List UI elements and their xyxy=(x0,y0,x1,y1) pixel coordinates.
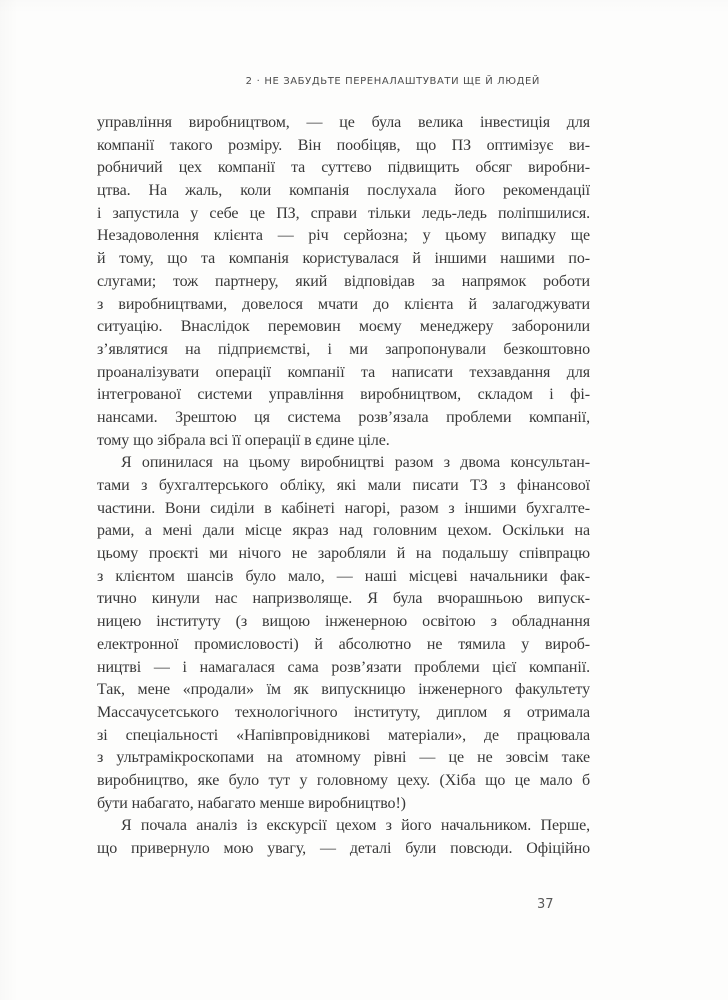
text-line: рами, а мені дали місце якраз над головним цехом. Оскільки на xyxy=(97,522,590,540)
chapter-title: НЕ ЗАБУДЬТЕ ПЕРЕНАЛАШТУВАТИ ЩЕ Й ЛЮДЕЙ xyxy=(264,76,540,87)
header-separator: · xyxy=(256,76,261,87)
text-line: з виробництвами, довелося мчати до клієнта й залагоджувати xyxy=(97,295,590,313)
text-line: інтегрованої системи управління виробництвом, складом і фі- xyxy=(97,386,590,404)
text-line: проаналізувати операції компанії та написати техзавдання для xyxy=(97,363,590,381)
text-line: частини. Вони сиділи в кабінеті нагорі, разом з іншими бухгалте- xyxy=(97,499,590,517)
text-line: Я почала аналіз із екскурсії цехом з його начальником. Перше, xyxy=(121,817,590,835)
text-line: Незадоволення клієнта — річ серйозна; у цьому випадку ще xyxy=(97,227,590,245)
text-line: компанії такого розміру. Він пообіцяв, що ПЗ оптимізує ви- xyxy=(97,136,590,154)
text-line: робничий цех компанії та суттєво підвищить обсяг виробни- xyxy=(97,159,590,177)
body-text xyxy=(97,112,590,861)
text-line: нансами. Зрештою ця система розв’язала проблеми компанії, xyxy=(97,408,590,426)
text-line: Массачусетського технологічного інституту, диплом я отримала xyxy=(97,703,590,721)
text-line: ницею інституту (з вищою інженерною освітою з обладнання xyxy=(97,613,590,631)
text-line: цьому проєкті ми нічого не заробляли й на подальшу співпрацю xyxy=(97,545,590,563)
text-line: слугами; тож партнеру, який відповідав за напрямок роботи xyxy=(97,272,590,290)
text-line: тично кинули нас напризволяще. Я була вчорашньою випуск- xyxy=(97,590,590,608)
text-line: що привернуло мою увагу, — деталі були повсюди. Офіційно xyxy=(97,840,590,857)
page-number: 37 xyxy=(537,897,554,912)
text-line: з ультрамікроскопами на атомному рівні — це не зовсім таке xyxy=(97,749,590,767)
text-line: тому що зібрала всі її операції в єдине ціле. xyxy=(97,431,390,449)
text-line: Я опинилася на цьому виробництві разом з двома консультан- xyxy=(121,454,590,472)
text-line: електронної промисловості) й абсолютно не тямила у вироб- xyxy=(97,635,590,653)
text-line: зі спеціальності «Напівпровідникові матеріали», де працювала xyxy=(97,726,590,744)
text-line: й тому, що та компанія користувалася й іншими нашими по- xyxy=(97,250,590,268)
text-line: і запустила у себе це ПЗ, справи тільки ледь-ледь поліпшилися. xyxy=(97,204,590,222)
text-line: виробництво, яке було тут у головному цеху. (Хіба що це мало б xyxy=(97,771,590,789)
running-header xyxy=(0,76,540,87)
text-line: бути набагато, набагато менше виробництво!) xyxy=(97,794,406,812)
text-line: цтва. На жаль, коли компанія послухала його рекомендації xyxy=(97,182,590,200)
text-line: тами з бухгалтерського обліку, які мали писати ТЗ з фінансової xyxy=(97,477,590,494)
text-line: ництві — і намагалася сама розв’язати проблеми цієї компанії. xyxy=(97,658,590,676)
text-line: Так, мене «продали» їм як випускницю інженерного факультету xyxy=(97,681,590,699)
text-line: управління виробництвом, — це була велика інвестиція для xyxy=(97,114,590,131)
text-line: з клієнтом шансів було мало, — наші місцеві начальники фак- xyxy=(97,567,590,585)
text-line: з’являтися на підприємстві, і ми запропонували безкоштовно xyxy=(97,340,590,358)
chapter-number: 2 xyxy=(245,76,253,87)
text-line: ситуацію. Внаслідок перемовин моєму менеджеру заборонили xyxy=(97,318,590,336)
